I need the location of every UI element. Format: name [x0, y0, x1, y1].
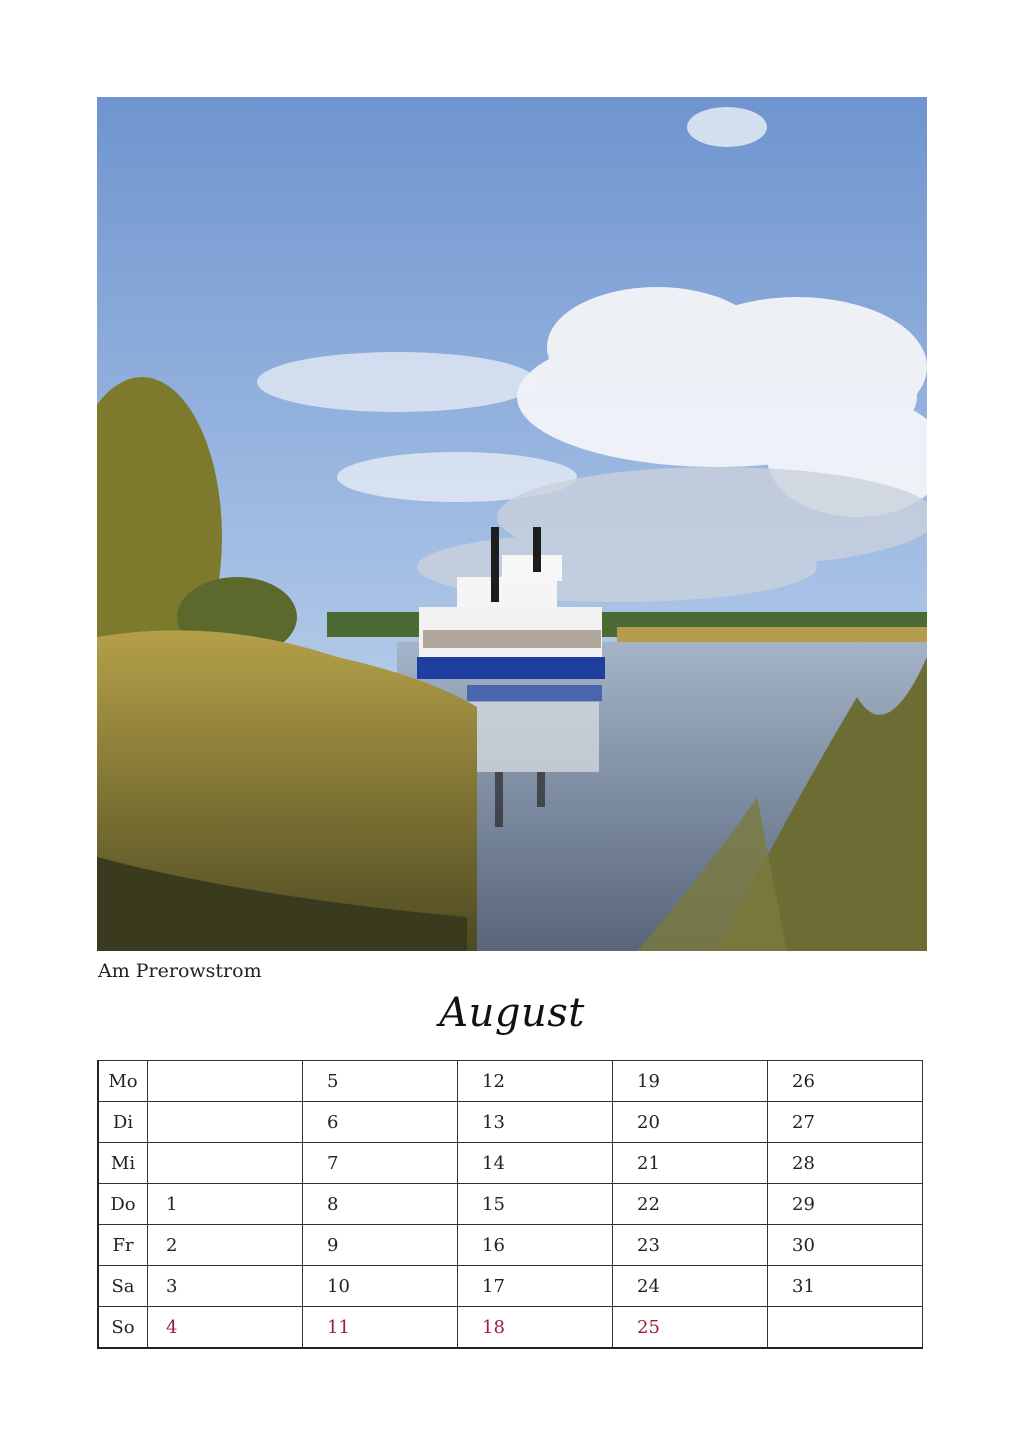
date-cell: 10 — [303, 1266, 458, 1307]
weekday-label: Mo — [98, 1061, 148, 1102]
calendar-row — [98, 1266, 923, 1307]
date-cell: 27 — [768, 1102, 923, 1143]
date-cell: 8 — [303, 1184, 458, 1225]
weekday-label: Mi — [98, 1143, 148, 1184]
date-cell: 2 — [148, 1225, 303, 1266]
date-cell: 28 — [768, 1143, 923, 1184]
date-cell — [148, 1061, 303, 1102]
calendar-row — [98, 1225, 923, 1266]
date-cell: 15 — [458, 1184, 613, 1225]
date-cell: 4 — [148, 1307, 303, 1349]
date-cell: 9 — [303, 1225, 458, 1266]
calendar-row — [98, 1061, 923, 1102]
calendar-row — [98, 1102, 923, 1143]
paddle-steamer-photo — [97, 97, 927, 951]
weekday-label: Di — [98, 1102, 148, 1143]
date-cell: 29 — [768, 1184, 923, 1225]
date-cell: 19 — [613, 1061, 768, 1102]
calendar-grid — [97, 1060, 923, 1349]
date-cell: 31 — [768, 1266, 923, 1307]
date-cell: 18 — [458, 1307, 613, 1349]
calendar-row — [98, 1307, 923, 1349]
date-cell: 7 — [303, 1143, 458, 1184]
date-cell: 17 — [458, 1266, 613, 1307]
weekday-label: So — [98, 1307, 148, 1349]
date-cell: 24 — [613, 1266, 768, 1307]
date-cell — [768, 1307, 923, 1349]
date-cell: 14 — [458, 1143, 613, 1184]
calendar-row — [98, 1184, 923, 1225]
date-cell: 3 — [148, 1266, 303, 1307]
date-cell: 25 — [613, 1307, 768, 1349]
date-cell: 1 — [148, 1184, 303, 1225]
month-title: August — [439, 990, 585, 1036]
calendar-row — [98, 1143, 923, 1184]
date-cell: 23 — [613, 1225, 768, 1266]
weekday-label: Do — [98, 1184, 148, 1225]
weekday-label: Fr — [98, 1225, 148, 1266]
date-cell: 21 — [613, 1143, 768, 1184]
date-cell: 6 — [303, 1102, 458, 1143]
date-cell: 11 — [303, 1307, 458, 1349]
date-cell: 30 — [768, 1225, 923, 1266]
date-cell: 22 — [613, 1184, 768, 1225]
date-cell: 26 — [768, 1061, 923, 1102]
date-cell: 5 — [303, 1061, 458, 1102]
date-cell: 16 — [458, 1225, 613, 1266]
date-cell: 20 — [613, 1102, 768, 1143]
weekday-label: Sa — [98, 1266, 148, 1307]
date-cell: 13 — [458, 1102, 613, 1143]
date-cell: 12 — [458, 1061, 613, 1102]
date-cell — [148, 1143, 303, 1184]
photo-caption: Am Prerowstrom — [98, 960, 262, 982]
date-cell — [148, 1102, 303, 1143]
landscape-photo — [97, 97, 927, 951]
